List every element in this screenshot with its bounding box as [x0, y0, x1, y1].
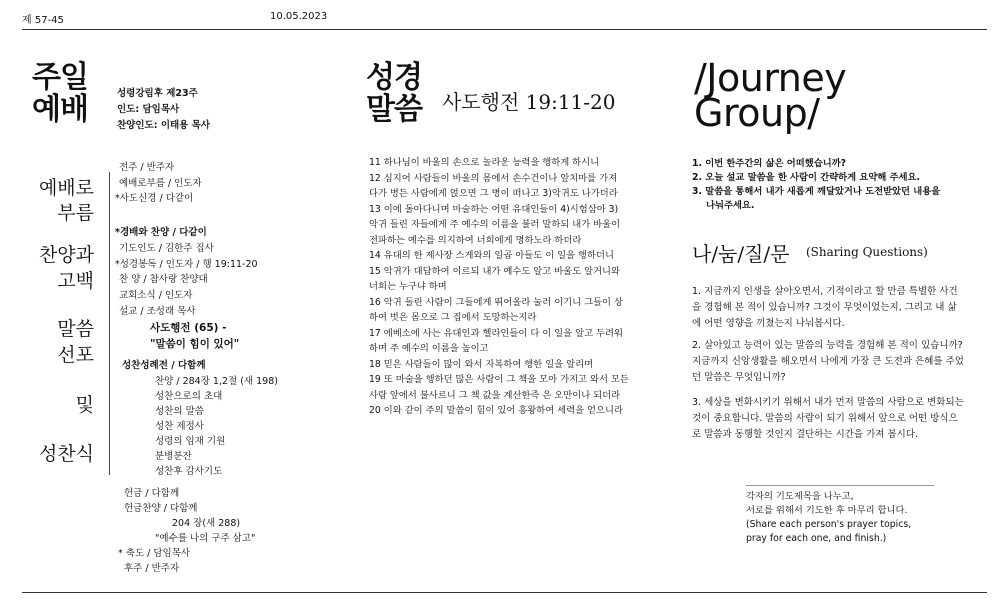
worship-season: 성령강림후 제23주: [117, 88, 198, 99]
communion-invitation: 성찬으로의 초대: [155, 391, 223, 402]
order-communion: 성찬성례전 / 다함께: [122, 360, 206, 371]
order-prayer: 기도인도 / 김한주 집사: [119, 243, 214, 254]
note-divider: [746, 485, 934, 486]
communion-institution: 성찬 제정사: [155, 421, 204, 432]
order-praise: *경배와 찬양 / 다같이: [115, 227, 207, 238]
verse-line: 너희는 누구냐 하며: [369, 281, 447, 292]
journey-question-3: 3. 말씀을 통해서 내가 새롭게 깨달았거나 도전받았던 내용을: [692, 186, 941, 197]
worship-leader: 인도: 담임목사: [117, 104, 180, 115]
label-call-2: 부름: [57, 202, 94, 224]
order-offering-song: 헌금찬양 / 다함께: [124, 503, 198, 514]
journey-question-3-cont: 나눠주세요.: [706, 200, 755, 211]
verse-line: 하며 주 예수의 이름을 높이고: [369, 343, 489, 354]
praise-leader: 찬양인도: 이태용 목사: [117, 120, 211, 131]
top-rule: [22, 29, 987, 30]
sharing-subtitle: (Sharing Questions): [806, 245, 928, 259]
worship-title-line1: 주일: [32, 60, 88, 95]
verse-line: 14 유대의 한 제사장 스게와의 일곱 아들도 이 일을 행하더니: [369, 250, 614, 261]
worship-title-line2: 예배: [32, 92, 88, 127]
issue-number: 제 57-45: [22, 15, 64, 26]
scripture-reference: 사도행전 19:11-20: [442, 90, 616, 114]
label-call-1: 예배로: [38, 177, 94, 199]
order-apostles-creed: *사도신경 / 다같이: [115, 193, 194, 204]
sharing-question-3: 3. 세상을 변화시키기 위해서 내가 먼저 말씀의 사람으로 변화되는 것이 중요합니다. 말씀의 사람이 되기 위해서 앞으로 어떤 방식으로 말씀과 동행할 것인지 결단하는 시간을 가져 봅시다.: [692, 397, 964, 440]
order-divider: [109, 172, 110, 475]
order-postlude: 후주 / 반주자: [124, 563, 180, 574]
order-call-to-worship: 예배로부름 / 인도자: [119, 178, 202, 189]
journey-question-2: 2. 오늘 설교 말씀을 한 사람이 간략하게 요약해 주세요.: [692, 172, 921, 183]
communion-epiclesis: 성령의 임재 기원: [155, 436, 226, 447]
verse-line: 11 하나님이 바울의 손으로 놀라운 능력을 행하게 하시니: [369, 157, 600, 168]
sharing-title: 나/눔/질/문: [692, 242, 790, 266]
closing-note-2: 서로를 위해서 기도한 후 마무리 합니다.: [746, 505, 908, 516]
communion-distribution: 분병분잔: [155, 451, 192, 462]
journey-question-1: 1. 이번 한주간의 삶은 어떠했습니까?: [692, 158, 847, 169]
verse-line: 전파하는 예수를 의지하여 너희에게 명하노라 하더라: [369, 234, 582, 246]
issue-date: 10.05.2023: [270, 11, 328, 22]
communion-hymn: 찬양 / 284장 1,2절 (새 198): [155, 376, 278, 387]
bottom-rule: [22, 592, 987, 593]
sermon-heading-line2: 말씀: [366, 92, 422, 127]
label-and: 및: [75, 394, 94, 416]
order-offering: 헌금 / 다함께: [124, 488, 180, 499]
sermon-title: "말씀이 힘이 있어": [150, 338, 240, 350]
order-scripture: *성경봉독 / 인도자 / 행 19:11-20: [115, 259, 258, 270]
label-praise-2: 고백: [57, 270, 94, 292]
verse-line: 16 악귀 들린 사람이 그들에게 뛰어올라 눌러 이기니 그들이 상: [369, 296, 623, 308]
offering-hymn-number: 204 장(새 288): [172, 518, 241, 529]
order-sermon: 설교 / 조성래 목사: [119, 306, 196, 317]
order-benediction: * 축도 / 담임목사: [118, 548, 191, 559]
sharing-question-2: 2. 살아있고 능력이 있는 말씀의 능력을 경험해 본 적이 있습니까? 지금까지 신앙생활을 해오면서 나에게 가장 큰 도전과 은혜를 주었던 말씀은 무엇입니까?: [692, 340, 964, 383]
sermon-heading-line1: 성경: [366, 60, 422, 95]
order-announcements: 교회소식 / 인도자: [119, 290, 193, 301]
sharing-question-1: 1. 지금까지 인생을 살아오면서, 기적이라고 할 만큼 특별한 사건을 경험해 본 적이 있습니까? 그것이 무엇이었는지, 그리고 내 삶에 어떤 영향을 끼쳤는지 나눠봅시다.: [692, 286, 958, 329]
verse-line: 사람 앞에서 불사르니 그 책 값을 계산한즉 은 오만이나 되더라: [369, 389, 621, 401]
verse-line: 하여 벗은 몸으로 그 집에서 도망하는지라: [369, 312, 537, 323]
journey-title-line2: Group/: [694, 91, 820, 135]
verse-line: 15 악귀가 대답하여 이르되 내가 예수도 알고 바울도 알거니와: [369, 265, 621, 277]
offering-hymn-title: "예수를 나의 구주 삼고": [155, 533, 256, 544]
order-choir: 찬 양 / 참사랑 찬양대: [119, 274, 208, 285]
communion-thanksgiving: 성찬후 감사기도: [155, 466, 223, 477]
verse-line: 악귀 들린 자들에게 주 예수의 이름을 불러 말하되 내가 바울이: [369, 219, 621, 230]
verse-line: 19 또 마술을 행하던 많은 사람이 그 책을 모아 가지고 와서 모든: [369, 374, 629, 385]
verse-line: 18 믿은 사람들이 많이 와서 자복하여 행한 일을 알리며: [369, 358, 594, 370]
verse-line: 12 심지어 사람들이 바울의 몸에서 손수건이나 앞치마를 가져: [369, 172, 618, 184]
sermon-series: 사도행전 (65) -: [150, 322, 227, 334]
order-prelude: 전주 / 반주자: [119, 162, 175, 173]
verse-line: 17 에베소에 사는 유대인과 헬라인들이 다 이 일을 알고 두려워: [369, 327, 623, 339]
closing-note-4: pray for each one, and finish.): [746, 533, 887, 544]
closing-note-3: (Share each person's prayer topics,: [746, 519, 912, 530]
closing-note-1: 각자의 기도제목을 나누고,: [746, 491, 854, 502]
label-communion: 성찬식: [38, 443, 94, 465]
communion-word: 성찬의 말씀: [155, 406, 204, 417]
scripture-text: [369, 155, 629, 419]
verse-line: 13 이에 돌아다니며 마술하는 어떤 유대인들이 4)시험삼아 3): [369, 203, 619, 215]
label-word-2: 선포: [57, 344, 94, 366]
journey-title-line1: /Journey: [694, 56, 847, 100]
verse-line: 20 이와 같이 주의 말씀이 힘이 있어 흥왕하여 세력을 얻으니라: [369, 405, 623, 416]
label-praise-1: 찬양과: [38, 244, 94, 266]
label-word-1: 말씀: [57, 318, 94, 340]
verse-line: 다가 병든 사람에게 얹으면 그 병이 떠나고 3)악귀도 나가더라: [369, 188, 618, 199]
